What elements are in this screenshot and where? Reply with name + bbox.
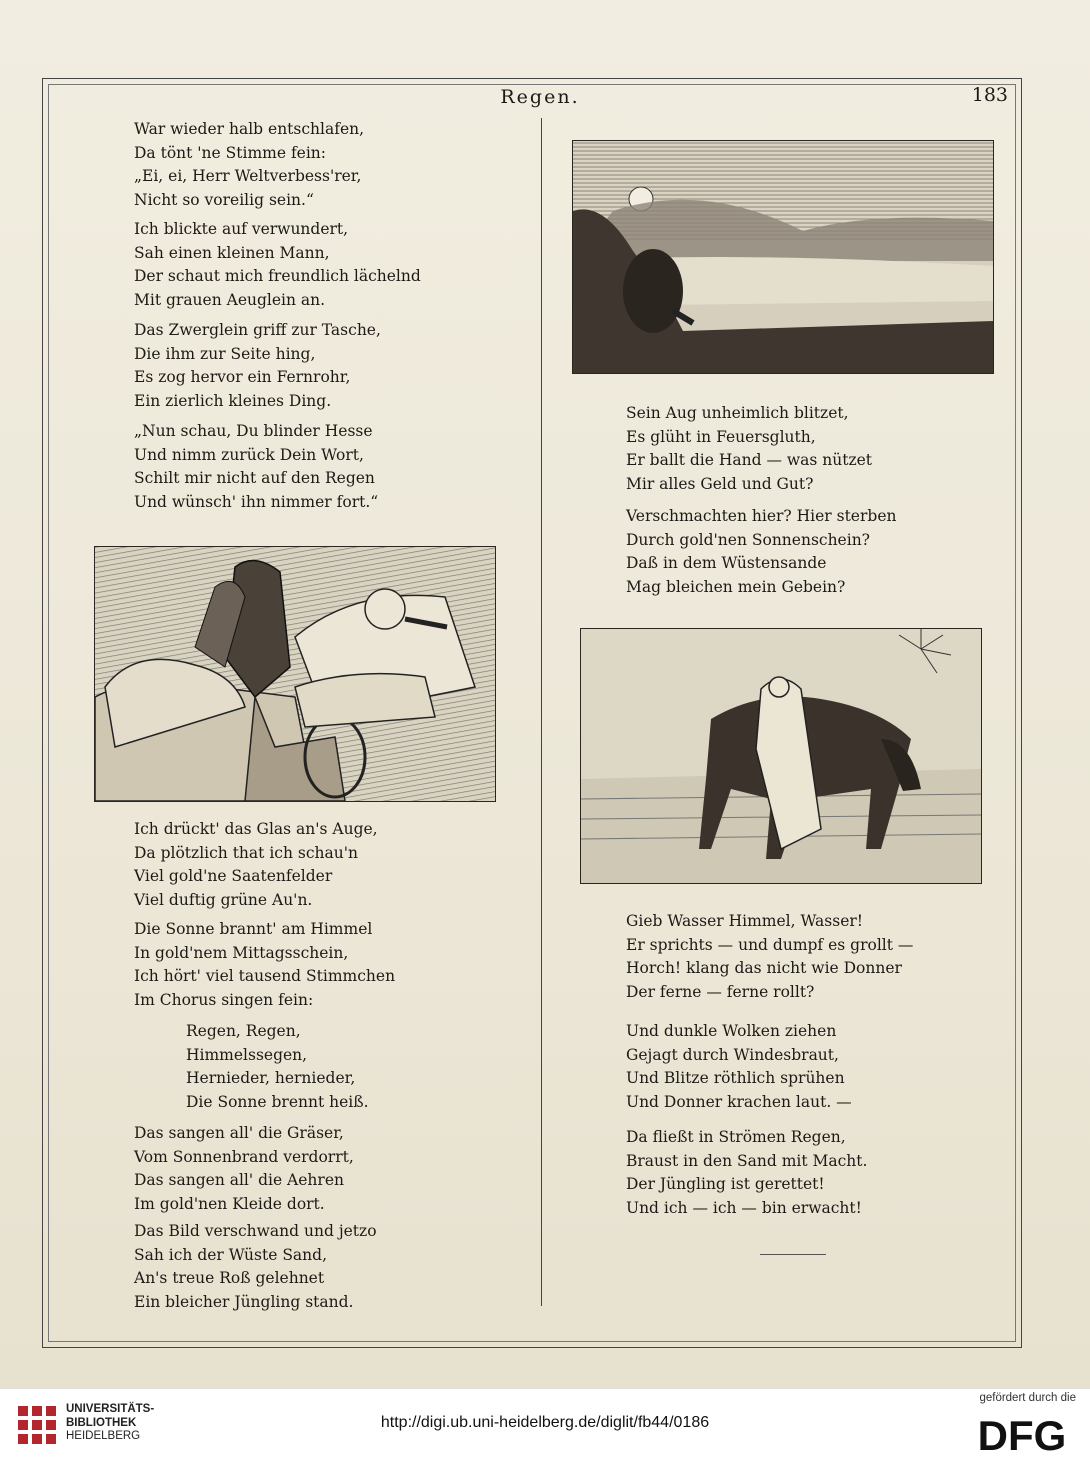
left-stanza-9	[134, 1220, 377, 1314]
sponsor-text: gefördert durch die	[979, 1392, 1076, 1404]
verse-line: Und dunkle Wolken ziehen	[626, 1022, 837, 1040]
verse-line: An's treue Roß gelehnet	[134, 1269, 325, 1287]
verse-line: Mag bleichen mein Gebein?	[626, 577, 846, 596]
verse-line: Es zog hervor ein Fernrohr,	[134, 368, 351, 386]
verse-line: Der schaut mich freundlich lächelnd	[134, 267, 421, 285]
verse-line: Hernieder, hernieder,	[186, 1069, 356, 1087]
verse-line: Viel duftig grüne Au'n.	[134, 890, 313, 909]
right-stanza-1	[626, 402, 872, 496]
left-stanza-5	[134, 818, 378, 912]
permalink-url[interactable]: http://digi.ub.uni-heidelberg.de/diglit/fb44/0186	[380, 1414, 710, 1431]
left-stanza-refrain	[134, 1020, 369, 1114]
verse-line: Da fließt in Strömen Regen,	[626, 1128, 846, 1146]
left-stanza-8	[134, 1122, 354, 1216]
verse-line: Durch gold'nen Sonnenschein?	[626, 530, 870, 549]
page-number: 183	[971, 84, 1008, 106]
verse-line: Schilt mir nicht auf den Regen	[134, 469, 375, 487]
verse-line: Nicht so voreilig sein.“	[134, 190, 314, 209]
left-stanza-2	[134, 218, 421, 312]
verse-line: Vom Sonnenbrand verdorrt,	[134, 1147, 354, 1166]
left-stanza-6	[134, 918, 395, 1012]
verse-line: Verschmachten hier? Hier sterben	[626, 507, 897, 525]
library-name-line: BIBLIOTHEK	[66, 1416, 137, 1429]
verse-line: Er ballt die Hand — was nützet	[626, 451, 873, 469]
verse-line: Das sangen all' die Gräser,	[134, 1124, 344, 1142]
verse-line: Viel gold'ne Saatenfelder	[134, 867, 333, 885]
verse-line: Ein zierlich kleines Ding.	[134, 391, 332, 410]
verse-line: Da tönt 'ne Stimme fein:	[134, 143, 327, 162]
verse-line: Die Sonne brannt' am Himmel	[134, 920, 373, 938]
running-title: Regen.	[500, 86, 580, 108]
right-stanza-3	[626, 910, 913, 1004]
right-stanza-5	[626, 1126, 867, 1220]
verse-line: Braust in den Sand mit Macht.	[626, 1151, 868, 1170]
verse-line: Ich hört' viel tausend Stimmchen	[134, 967, 396, 985]
verse-line: Mir alles Geld und Gut?	[626, 474, 814, 493]
verse-line: Gejagt durch Windesbraut,	[626, 1045, 839, 1064]
left-stanza-3	[134, 319, 381, 413]
verse-line: In gold'nem Mittagsschein,	[134, 943, 349, 962]
verse-line: Ich drückt' das Glas an's Auge,	[134, 820, 378, 838]
library-name	[66, 1403, 154, 1444]
verse-line: Das sangen all' die Aehren	[134, 1171, 344, 1189]
verse-line: Die ihm zur Seite hing,	[134, 344, 316, 363]
verse-line: Und nimm zurück Dein Wort,	[134, 445, 364, 464]
verse-line: Regen, Regen,	[186, 1022, 301, 1040]
verse-line: Daß in dem Wüstensande	[626, 554, 827, 572]
library-name-line: HEIDELBERG	[66, 1430, 141, 1442]
illustration-desert-landscape	[572, 140, 994, 374]
end-rule	[760, 1254, 826, 1255]
verse-line: Ich blickte auf verwundert,	[134, 220, 349, 238]
verse-line: Himmelssegen,	[186, 1045, 308, 1064]
illustration-dwarf-and-sleeper	[94, 546, 496, 802]
column-divider	[541, 118, 542, 1306]
right-stanza-4	[626, 1020, 852, 1114]
verse-line: Im gold'nen Kleide dort.	[134, 1194, 325, 1213]
verse-line: Ein bleicher Jüngling stand.	[134, 1292, 354, 1311]
illustration-youth-and-horse	[580, 628, 982, 884]
verse-line: Mit grauen Aeuglein an.	[134, 290, 326, 309]
verse-line: Und Blitze röthlich sprühen	[626, 1069, 845, 1087]
verse-line: Er sprichts — und dumpf es grollt —	[626, 935, 914, 954]
verse-line: Es glüht in Feuersgluth,	[626, 427, 816, 446]
verse-line: Und ich — ich — bin erwacht!	[626, 1198, 862, 1217]
verse-line: Horch! klang das nicht wie Donner	[626, 959, 902, 977]
verse-line: Der ferne — ferne rollt?	[626, 982, 815, 1001]
verse-line: Gieb Wasser Himmel, Wasser!	[626, 912, 864, 930]
dfg-logo-icon[interactable]	[966, 1412, 1078, 1454]
verse-line: Sah ich der Wüste Sand,	[134, 1245, 328, 1264]
right-stanza-2	[626, 505, 896, 599]
verse-line: Im Chorus singen fein:	[134, 990, 314, 1009]
verse-line: „Nun schau, Du blinder Hesse	[134, 422, 373, 440]
verse-line: Das Zwerglein griff zur Tasche,	[134, 321, 381, 339]
left-stanza-1	[134, 118, 364, 212]
verse-line: „Ei, ei, Herr Weltverbess'rer,	[134, 167, 362, 185]
verse-line: Da plötzlich that ich schau'n	[134, 843, 358, 862]
library-name-line: UNIVERSITÄTS-	[66, 1403, 155, 1415]
verse-line: Der Jüngling ist gerettet!	[626, 1175, 825, 1193]
verse-line: Und Donner krachen laut. —	[626, 1092, 852, 1111]
verse-line: Und wünsch' ihn nimmer fort.“	[134, 492, 379, 511]
verse-line: Die Sonne brennt heiß.	[186, 1092, 369, 1111]
left-stanza-4	[134, 420, 378, 514]
verse-line: Sein Aug unheimlich blitzet,	[626, 404, 849, 422]
verse-line: Sah einen kleinen Mann,	[134, 243, 330, 262]
verse-line: War wieder halb entschlafen,	[134, 120, 365, 138]
verse-line: Das Bild verschwand und jetzo	[134, 1222, 377, 1240]
dfg-logo-text: DFG	[977, 1412, 1067, 1454]
university-library-logo-icon[interactable]	[16, 1402, 60, 1446]
